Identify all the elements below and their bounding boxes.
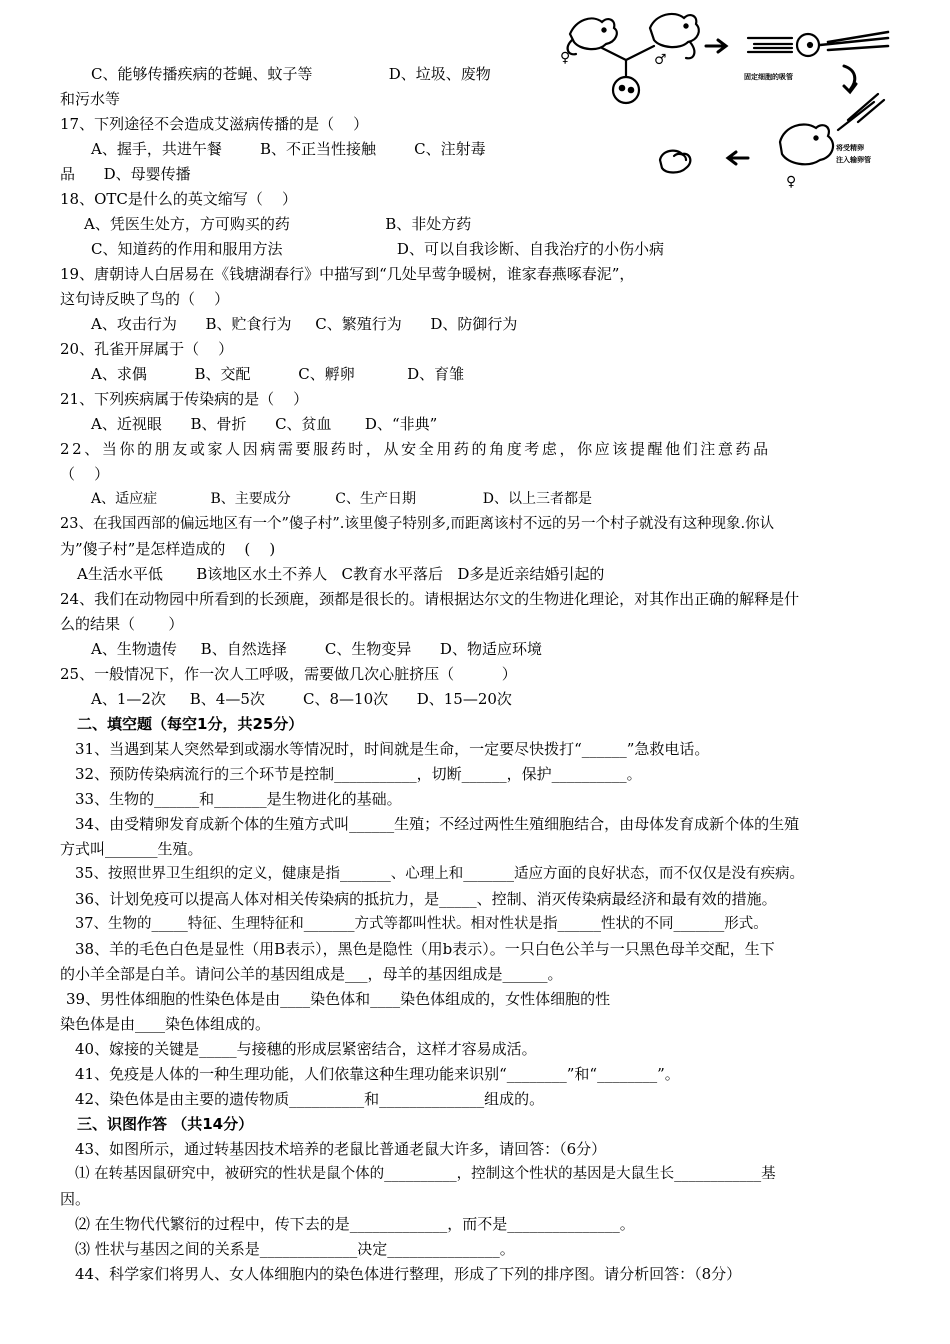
offspring-mice-icon — [660, 151, 690, 173]
q38-cont: 的小羊全部是白羊。请问公羊的基因组成是___，母羊的基因组成是______。 — [60, 965, 563, 983]
transgenic-mouse-diagram — [558, 2, 900, 192]
figure-label-fix-pipette: 固定细胞的吸管 — [744, 73, 793, 81]
q31: 31、当遇到某人突然晕到或溺水等情况时，时间就是生命，一定要尽快拨打“______”急救电话。 — [75, 740, 710, 758]
q17-stem: 17、下列途径不会造成艾滋病传播的是（ ） — [60, 115, 369, 133]
q36: 36、计划免疫可以提高人体对相关传染病的抵抗力，是_____、控制、消灭传染病最经济和最有效的措施。 — [75, 890, 777, 908]
q40: 40、嫁接的关键是_____与接穗的形成层紧密结合，这样才容易成活。 — [75, 1040, 537, 1058]
q23-options: A生活水平低 B该地区水土不养人 C教育水平落后 D多是近亲结婚引起的 — [77, 565, 605, 583]
q19-stem: 19、唐朝诗人白居易在《钱塘湖春行》中描写到“几处早莺争暖树，谁家春燕啄春泥”， — [60, 265, 635, 283]
arrow-left-icon — [728, 152, 748, 164]
q42: 42、染色体是由主要的遗传物质__________和______________组成的。 — [75, 1090, 545, 1108]
q33: 33、生物的______和_______是生物进化的基础。 — [75, 790, 402, 808]
q25-stem: 25、一般情况下，作一次人工呼吸，需要做几次心脏挤压（ ） — [60, 665, 517, 683]
figure-label-inject-2: 注入输卵管 — [836, 156, 871, 164]
recipient-female-mouse-icon — [780, 124, 833, 164]
figure-label-inject-1: 将受精卵 — [836, 144, 864, 152]
q19-options: A、攻击行为 B、贮食行为 C、繁殖行为 D、防御行为 — [91, 315, 518, 333]
female-symbol: ♀ — [560, 50, 571, 66]
q34: 34、由受精卵发育成新个体的生殖方式叫______生殖；不经过两性生殖细胞结合，由母体发育成新个体的生殖 — [75, 815, 800, 833]
q18-options-cd: C、知道药的作用和服用方法 D、可以自我诊断、自我治疗的小伤小病 — [91, 240, 664, 258]
q23-stem: 23、在我国西部的偏远地区有一个”傻子村”.该里傻子特别多,而距离该村不远的另一个村子就没有这种现象.你认 — [60, 516, 775, 532]
q22-stem-cont: （ ） — [60, 465, 110, 483]
q23-stem-cont: 为”傻子村”是怎样造成的 ( ) — [60, 540, 276, 558]
q39-cont: 染色体是由____染色体组成的。 — [60, 1015, 271, 1033]
q18-options-ab: A、凭医生处方，方可购买的药 B、非处方药 — [84, 215, 472, 233]
female-mouse-icon — [570, 18, 617, 49]
q43-part1: ⑴ 在转基因鼠研究中，被研究的性状是鼠个体的__________，控制这个性状的基因是大鼠生长____________基 — [75, 1166, 776, 1182]
q22-stem: 22、当你的朋友或家人因病需要服药时，从安全用药的角度考虑，你应该提醒他们注意药品 — [60, 440, 771, 458]
zygote-icon — [613, 77, 639, 103]
q16-option-c-d: C、能够传播疾病的苍蝇、蚊子等 D、垃圾、废物 — [91, 65, 491, 83]
q39: 39、男性体细胞的性染色体是由____染色体和____染色体组成的，女性体细胞的性 — [66, 990, 611, 1008]
male-symbol: ♂ — [654, 52, 667, 68]
q43-stem: 43、如图所示，通过转基因技术培养的老鼠比普通老鼠大许多，请回答：（6分） — [75, 1140, 607, 1158]
q43-part1-cont: 因。 — [60, 1190, 91, 1208]
q22-options: A、适应症 B、主要成分 C、生产日期 D、以上三者都是 — [91, 491, 592, 507]
q20-options: A、求偶 B、交配 C、孵卵 D、育雏 — [91, 365, 465, 383]
q21-options: A、近视眼 B、骨折 C、贫血 D、“非典” — [91, 415, 438, 433]
q24-stem-cont: 么的结果（ ） — [60, 615, 184, 633]
q32: 32、预防传染病流行的三个环节是控制___________，切断______，保护__________。 — [75, 765, 642, 783]
q41: 41、免疫是人体的一种生理功能，人们依靠这种生理功能来识别“________”和“________”。 — [75, 1065, 680, 1083]
q17-options-cont: 品 D、母婴传播 — [60, 165, 191, 183]
q21-stem: 21、下列疾病属于传染病的是（ ） — [60, 390, 309, 408]
recipient-female-symbol: ♀ — [786, 174, 797, 190]
q25-options: A、1—2次 B、4—5次 C、8—10次 D、15—20次 — [91, 690, 512, 708]
q16-option-d-cont: 和污水等 — [60, 90, 121, 108]
q44-stem: 44、科学家们将男人、女人体细胞内的染色体进行整理，形成了下列的排序图。请分析回答：（8分） — [75, 1265, 742, 1283]
injection-needle-icon — [820, 32, 888, 50]
section-figure-title: 三、识图作答 （共14分） — [77, 1115, 254, 1133]
q24-stem: 24、我们在动物园中所看到的长颈鹿，颈都是很长的。请根据达尔文的生物进化理论，对其作出正确的解释是什 — [60, 590, 800, 608]
q43-part3: ⑶ 性状与基因之间的关系是_____________决定_______________。 — [75, 1240, 515, 1258]
q19-stem-cont: 这句诗反映了鸟的（ ） — [60, 290, 230, 308]
q20-stem: 20、孔雀开屏属于（ ） — [60, 340, 234, 358]
q38: 38、羊的毛色白色是显性（用B表示），黑色是隐性（用b表示）。一只白色公羊与一只黑色母羊交配，生下 — [75, 940, 775, 958]
arrow-right-icon — [706, 40, 726, 52]
q17-options: A、握手，共进午餐 B、不正当性接触 C、注射毒 — [91, 140, 486, 158]
q24-options: A、生物遗传 B、自然选择 C、生物变异 D、物适应环境 — [91, 640, 542, 658]
section-fill-in-title: 二、填空题（每空1分，共25分） — [77, 715, 304, 733]
q34-cont: 方式叫_______生殖。 — [60, 840, 203, 858]
q18-stem: 18、OTC是什么的英文缩写（ ） — [60, 190, 297, 208]
q37: 37、生物的_____特征、生理特征和_______方式等都叫性状。相对性状是指______性状的不同_______形式。 — [75, 916, 768, 932]
q35: 35、按照世界卫生组织的定义，健康是指_______、心理上和_______适应方面的良好状态，而不仅仅是没有疾病。 — [75, 866, 804, 882]
male-mouse-icon — [650, 14, 699, 47]
q43-part2: ⑵ 在生物代代繁衍的过程中，传下去的是_____________，而不是_______________。 — [75, 1215, 635, 1233]
